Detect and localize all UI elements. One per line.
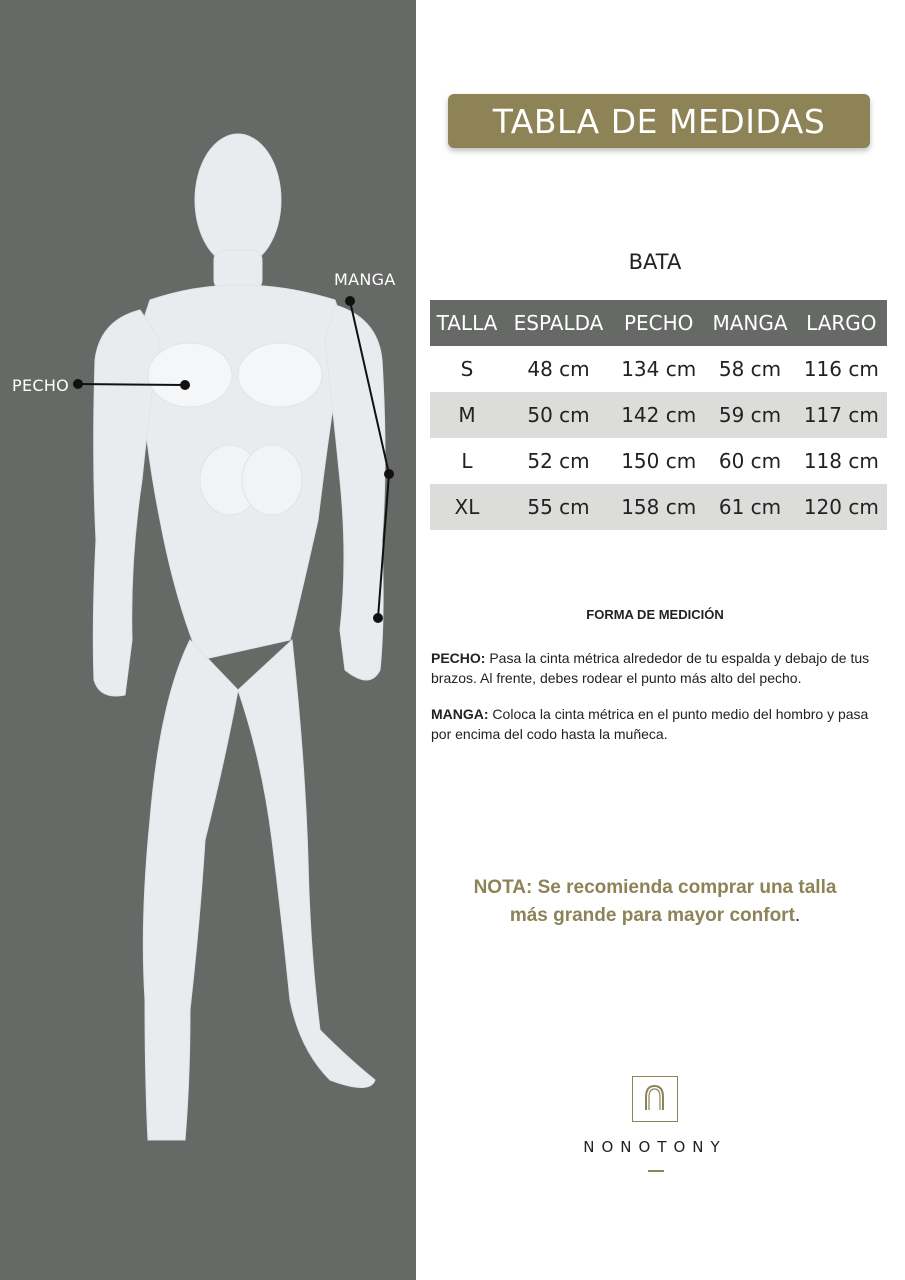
pecho-instructions-text: Pasa la cinta métrica alrededor de tu espalda y debajo de tus brazos. Al frente, debes rodear el punto más alto del pecho. [431, 650, 870, 686]
table-cell: 50 cm [504, 392, 613, 438]
table-cell: XL [430, 484, 504, 530]
size-table [430, 300, 887, 530]
note-line-1: NOTA: Se recomienda comprar una talla [473, 877, 837, 898]
header-talla: TALLA [430, 300, 504, 346]
table-cell: M [430, 392, 504, 438]
table-cell: 59 cm [704, 392, 795, 438]
pecho-label: PECHO [12, 376, 70, 395]
header-manga: MANGA [704, 300, 795, 346]
table-cell: 58 cm [718, 357, 782, 381]
table-cell: 120 cm [796, 484, 887, 530]
mannequin-illustration [0, 0, 416, 1280]
table-cell: S [460, 357, 474, 381]
manga-instructions [431, 704, 891, 744]
table-row [430, 438, 887, 484]
table-cell: 134 cm [621, 357, 697, 381]
title-banner [448, 94, 870, 148]
table-cell: 142 cm [613, 392, 704, 438]
manga-instructions-text: Coloca la cinta métrica en el punto medio del hombro y pasa por encima del codo hasta la muñeca. [431, 706, 869, 742]
pecho-instructions-label: PECHO: [431, 650, 486, 666]
table-row [430, 484, 887, 530]
table-row [430, 392, 887, 438]
table-header-row [430, 300, 887, 346]
note-line-2: más grande para mayor confort [509, 905, 795, 926]
table-cell: 118 cm [803, 449, 879, 473]
header-pecho: PECHO [613, 300, 704, 346]
brand-logo-icon [632, 1076, 678, 1122]
horseshoe-icon [633, 1077, 676, 1120]
table-cell: 60 cm [718, 449, 782, 473]
table-cell: 48 cm [527, 357, 590, 381]
header-largo: LARGO [796, 300, 887, 346]
pecho-instructions [431, 648, 891, 688]
header-espalda: ESPALDA [504, 300, 613, 346]
manga-label: MANGA [334, 270, 396, 289]
table-cell: 55 cm [504, 484, 613, 530]
brand-underline [648, 1170, 664, 1172]
table-cell: 117 cm [796, 392, 887, 438]
table-cell: L [461, 449, 473, 473]
table-row [430, 346, 887, 392]
table-cell: 61 cm [704, 484, 795, 530]
table-cell: 150 cm [621, 449, 697, 473]
method-heading: FORMA DE MEDICIÓN [586, 607, 724, 622]
brand-name: NONOTONY [583, 1138, 727, 1156]
table-cell: 52 cm [527, 449, 590, 473]
size-note [430, 874, 880, 930]
table-cell: 158 cm [613, 484, 704, 530]
garment-name: BATA [628, 250, 682, 274]
table-cell: 116 cm [803, 357, 879, 381]
page-title: TABLA DE MEDIDAS [492, 101, 826, 141]
manga-instructions-label: MANGA: [431, 706, 489, 722]
note-period: . [794, 905, 801, 926]
mannequin-panel [0, 0, 416, 1280]
